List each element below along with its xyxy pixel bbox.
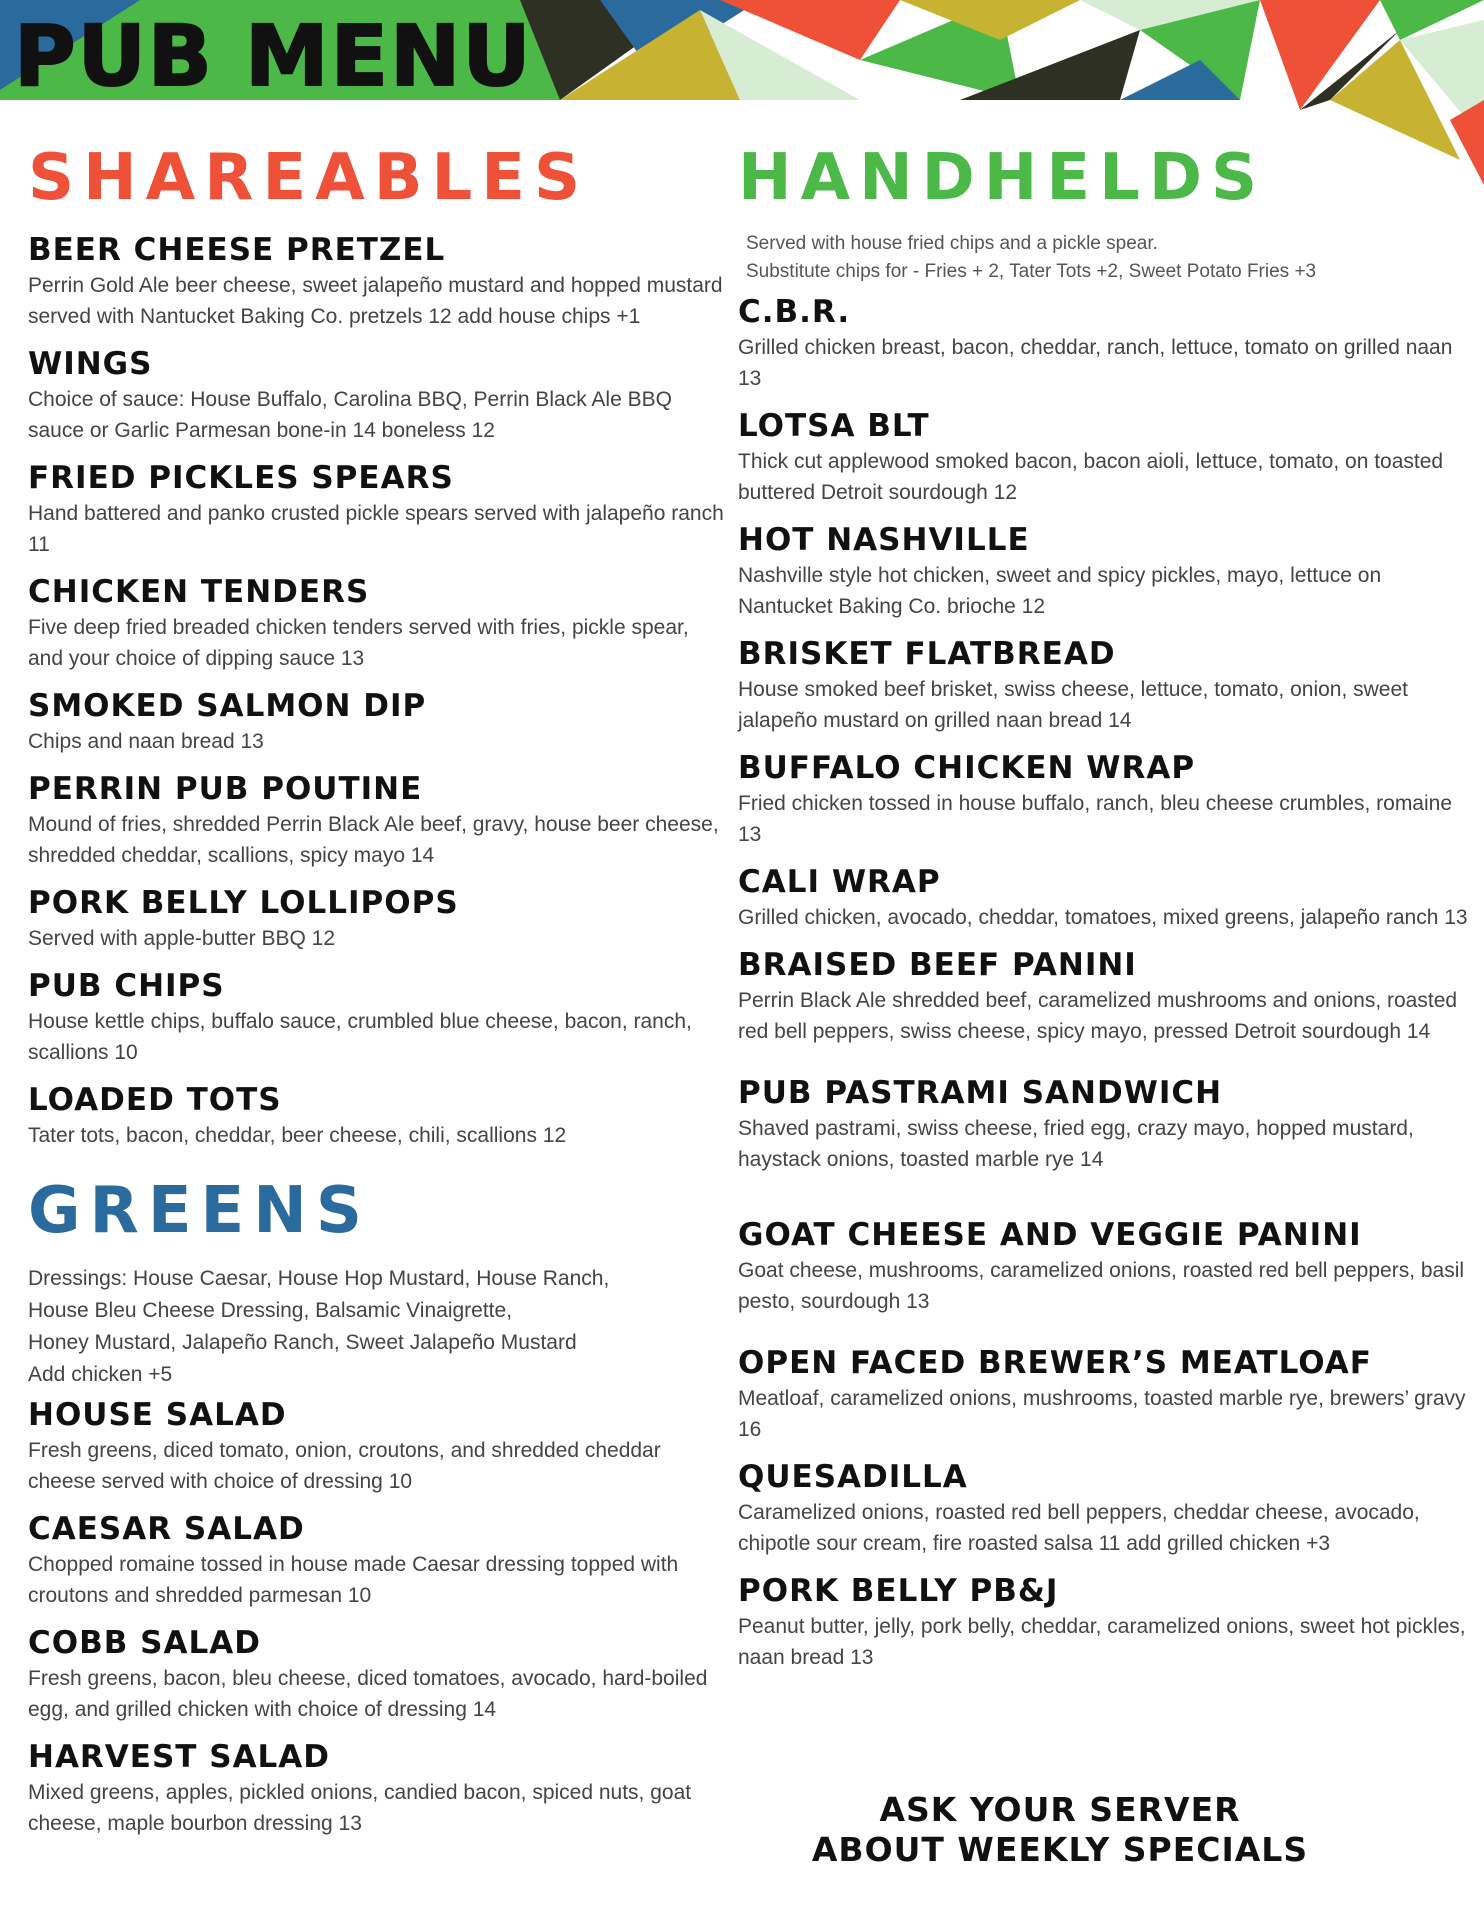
item-description: Hand battered and panko crusted pickle spears served with jalapeño ranch 11	[28, 502, 724, 556]
weekly-specials-note	[780, 1790, 1340, 1870]
item-name: HOT NASHVILLE	[738, 522, 1030, 558]
item-name: BEER CHEESE PRETZEL	[28, 232, 446, 268]
menu-item	[28, 769, 728, 871]
menu-item	[738, 1215, 1478, 1317]
item-description: Meatloaf, caramelized onions, mushrooms, toasted marble rye, brewers’ gravy 16	[738, 1387, 1466, 1441]
item-name: LOADED TOTS	[28, 1082, 282, 1118]
greens-title: GREENS	[28, 1174, 371, 1248]
intro-line: Served with house fried chips and a pickle spear.	[746, 233, 1158, 254]
menu-item	[738, 862, 1478, 933]
item-name: CHICKEN TENDERS	[28, 574, 370, 610]
menu-item	[738, 748, 1478, 850]
dressings-line: Dressings: House Caesar, House Hop Mustard, House Ranch,	[28, 1267, 610, 1290]
menu-item	[738, 634, 1478, 736]
item-description: Five deep fried breaded chicken tenders served with fries, pickle spear, and your choice of dipping sauce 13	[28, 616, 689, 670]
menu-item	[738, 1343, 1478, 1445]
item-description: Grilled chicken breast, bacon, cheddar, ranch, lettuce, tomato on grilled naan 13	[738, 336, 1453, 390]
item-description: Fried chicken tossed in house buffalo, ranch, bleu cheese crumbles, romaine 13	[738, 792, 1453, 846]
item-name: C.B.R.	[738, 294, 851, 330]
item-name: SMOKED SALMON DIP	[28, 688, 427, 724]
page-title: PUB MENU	[14, 7, 533, 105]
item-name: QUESADILLA	[738, 1459, 968, 1495]
item-name: HARVEST SALAD	[28, 1739, 331, 1775]
shareables-title: SHAREABLES	[28, 141, 590, 215]
handhelds-title: HANDHELDS	[738, 141, 1267, 215]
item-description: House kettle chips, buffalo sauce, crumbled blue cheese, bacon, ranch, scallions 10	[28, 1010, 692, 1064]
greens-dressings	[28, 1263, 728, 1391]
left-column	[28, 140, 728, 1851]
item-description: Mixed greens, apples, pickled onions, candied bacon, spiced nuts, goat cheese, maple bourbon dressing 13	[28, 1781, 692, 1835]
menu-item	[28, 1395, 728, 1497]
intro-line: Substitute chips for - Fries + 2, Tater Tots +2, Sweet Potato Fries +3	[746, 261, 1317, 282]
specials-line: ABOUT WEEKLY SPECIALS	[811, 1830, 1309, 1869]
menu-item	[28, 1080, 728, 1151]
item-description: Shaved pastrami, swiss cheese, fried egg, crazy mayo, hopped mustard, haystack onions, toasted marble rye 14	[738, 1117, 1414, 1171]
menu-item	[738, 406, 1478, 508]
item-description: Served with apple-butter BBQ 12	[28, 927, 336, 950]
item-name: OPEN FACED BREWER’S MEATLOAF	[738, 1345, 1372, 1381]
item-name: PORK BELLY LOLLIPOPS	[28, 885, 459, 921]
item-name: PERRIN PUB POUTINE	[28, 771, 423, 807]
item-description: Grilled chicken, avocado, cheddar, tomatoes, mixed greens, jalapeño ranch 13	[738, 906, 1468, 929]
item-description: Choice of sauce: House Buffalo, Carolina BBQ, Perrin Black Ale BBQ sauce or Garlic Parmesan bone-in 14 boneless 12	[28, 388, 672, 442]
menu-item	[738, 945, 1478, 1047]
menu-item	[738, 1457, 1478, 1559]
item-name: CAESAR SALAD	[28, 1511, 305, 1547]
item-name: COBB SALAD	[28, 1625, 261, 1661]
specials-line: ASK YOUR SERVER	[879, 1790, 1241, 1829]
menu-item	[28, 1623, 728, 1725]
item-description: Caramelized onions, roasted red bell peppers, cheddar cheese, avocado, chipotle sour cream, fire roasted salsa 11 add grilled chicken +3	[738, 1501, 1420, 1555]
menu-item	[28, 1737, 728, 1839]
item-name: FRIED PICKLES SPEARS	[28, 460, 454, 496]
add-chicken-note: Add chicken +5	[28, 1363, 173, 1386]
item-description: Nashville style hot chicken, sweet and spicy pickles, mayo, lettuce on Nantucket Baking Co. brioche 12	[738, 564, 1382, 618]
menu-item	[28, 572, 728, 674]
menu-item	[28, 883, 728, 954]
item-description: House smoked beef brisket, swiss cheese, lettuce, tomato, onion, sweet jalapeño mustard on grilled naan bread 14	[738, 678, 1409, 732]
item-name: GOAT CHEESE AND VEGGIE PANINI	[738, 1217, 1362, 1253]
menu-item	[738, 1073, 1478, 1175]
item-description: Chopped romaine tossed in house made Caesar dressing topped with croutons and shredded parmesan 10	[28, 1553, 679, 1607]
item-name: PUB CHIPS	[28, 968, 225, 1004]
handhelds-intro	[746, 230, 1478, 286]
menu-item	[28, 686, 728, 757]
item-name: BRAISED BEEF PANINI	[738, 947, 1137, 983]
item-name: LOTSA BLT	[738, 408, 930, 444]
item-description: Fresh greens, bacon, bleu cheese, diced tomatoes, avocado, hard-boiled egg, and grilled chicken with choice of dressing 14	[28, 1667, 708, 1721]
item-name: BRISKET FLATBREAD	[738, 636, 1116, 672]
menu-item	[738, 520, 1478, 622]
menu-item	[28, 344, 728, 446]
menu-item	[28, 966, 728, 1068]
menu-item	[28, 1509, 728, 1611]
menu-item	[738, 292, 1478, 394]
menu-item	[738, 1571, 1478, 1673]
item-description: Tater tots, bacon, cheddar, beer cheese, chili, scallions 12	[28, 1124, 567, 1147]
item-description: Mound of fries, shredded Perrin Black Ale beef, gravy, house beer cheese, shredded cheddar, scallions, spicy mayo 14	[28, 813, 719, 867]
menu-item	[28, 230, 728, 332]
item-description: Goat cheese, mushrooms, caramelized onions, roasted red bell peppers, basil pesto, sourdough 13	[738, 1259, 1465, 1313]
item-name: HOUSE SALAD	[28, 1397, 287, 1433]
item-description: Perrin Gold Ale beer cheese, sweet jalapeño mustard and hopped mustard served with Nantucket Baking Co. pretzels 12 add house chips +1	[28, 274, 723, 328]
item-description: Perrin Black Ale shredded beef, caramelized mushrooms and onions, roasted red bell peppers, swiss cheese, spicy mayo, pressed Detroit sourdough 14	[738, 989, 1458, 1043]
item-name: BUFFALO CHICKEN WRAP	[738, 750, 1196, 786]
item-description: Thick cut applewood smoked bacon, bacon aioli, lettuce, tomato, on toasted buttered Detroit sourdough 12	[738, 450, 1444, 504]
item-description: Chips and naan bread 13	[28, 730, 264, 753]
dressings-line: House Bleu Cheese Dressing, Balsamic Vinaigrette,	[28, 1299, 513, 1322]
item-name: PUB PASTRAMI SANDWICH	[738, 1075, 1223, 1111]
item-name: PORK BELLY PB&J	[738, 1573, 1059, 1609]
right-column	[738, 140, 1478, 1685]
item-name: WINGS	[28, 346, 153, 382]
menu-item	[28, 458, 728, 560]
item-description: Peanut butter, jelly, pork belly, cheddar, caramelized onions, sweet hot pickles, naan bread 13	[738, 1615, 1466, 1669]
item-description: Fresh greens, diced tomato, onion, croutons, and shredded cheddar cheese served with choice of dressing 10	[28, 1439, 661, 1493]
dressings-line: Honey Mustard, Jalapeño Ranch, Sweet Jalapeño Mustard	[28, 1331, 577, 1354]
item-name: CALI WRAP	[738, 864, 941, 900]
